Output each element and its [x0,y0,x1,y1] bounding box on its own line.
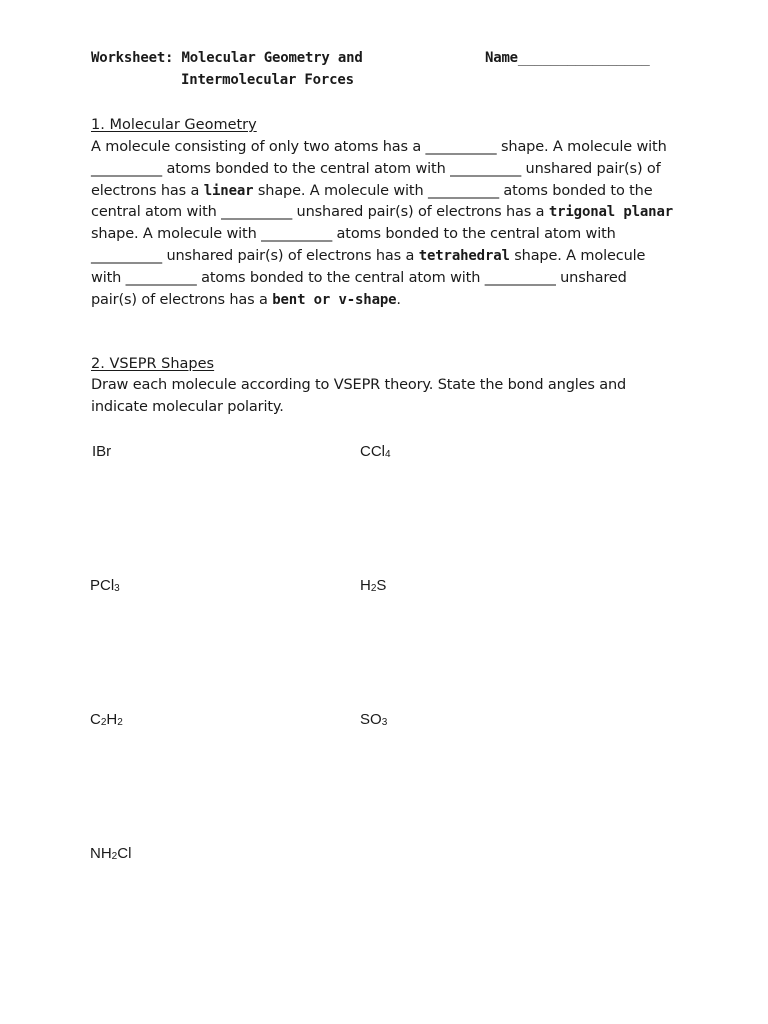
paragraph-line [91,270,627,286]
paragraph-line [91,139,667,155]
formula-subscript: 2 [111,851,118,862]
formula-subscript: 4 [385,449,391,460]
name-label: Name [485,50,518,66]
paragraph-line [91,226,616,242]
formula-text: C [90,711,101,728]
formula-text: IBr [92,443,112,460]
molecule-formula [360,711,387,728]
shape-term: trigonal planar [548,204,674,221]
molecule-formula [90,845,131,862]
worksheet-title-line-2: Intermolecular Forces [181,72,354,88]
paragraph-line [91,183,652,199]
section-1-heading: 1. Molecular Geometry [91,117,257,133]
formula-text: H [360,577,371,594]
shape-term: bent or v-shape [272,291,397,308]
molecule-formula [90,711,123,728]
section-2-instructions-line-2: indicate molecular polarity. [91,399,284,415]
formula-subscript: 3 [381,717,388,728]
formula-subscript: 2 [370,583,377,594]
worksheet-title-line-1: Worksheet: Molecular Geometry and [91,50,363,66]
paragraph-line [91,204,673,220]
paragraph-line [91,161,661,177]
line-text: shape. A molecule [509,248,646,264]
paragraph-line [91,292,401,308]
molecule-formula [360,443,391,460]
shape-term: tetrahedral [418,248,510,264]
formula-text: SO [360,711,382,728]
formula-text: H [106,711,118,728]
line-text: shape. A molecule with __________ atoms bonded to the [253,182,653,199]
line-text: A molecule consisting of only two atoms has a __________ shape. A molecule with [91,139,667,155]
name-blank: ________________ [517,50,650,66]
shape-term: linear [203,182,254,199]
formula-subscript: 2 [100,717,107,728]
line-text: pair(s) of electrons has a [91,291,273,308]
line-text: __________ unshared pair(s) of electrons has a [91,248,419,264]
molecule-formula [92,443,111,460]
formula-subscript: 2 [117,717,123,728]
name-field [485,50,650,66]
section-2-instructions-line-1: Draw each molecule according to VSEPR theory. State the bond angles and [91,377,627,393]
line-text: . [396,291,401,308]
formula-text: Cl [117,845,132,862]
formula-text: PCl [90,577,115,594]
line-text: electrons has a [91,182,204,199]
molecule-formula [360,577,386,594]
line-text: __________ atoms bonded to the central atom with __________ unshared pair(s) of [91,160,661,177]
line-text: central atom with __________ unshared pair(s) of electrons has a [91,204,549,221]
line-text: shape. A molecule with __________ atoms bonded to the central atom with [91,226,616,243]
formula-text: CCl [360,443,385,460]
formula-text: S [376,577,387,594]
formula-text: NH [90,845,112,862]
section-2-heading: 2. VSEPR Shapes [91,356,215,372]
formula-subscript: 3 [114,583,120,594]
molecule-formula [90,577,120,594]
paragraph-line [91,248,645,264]
line-text: with __________ atoms bonded to the central atom with __________ unshared [91,269,627,286]
